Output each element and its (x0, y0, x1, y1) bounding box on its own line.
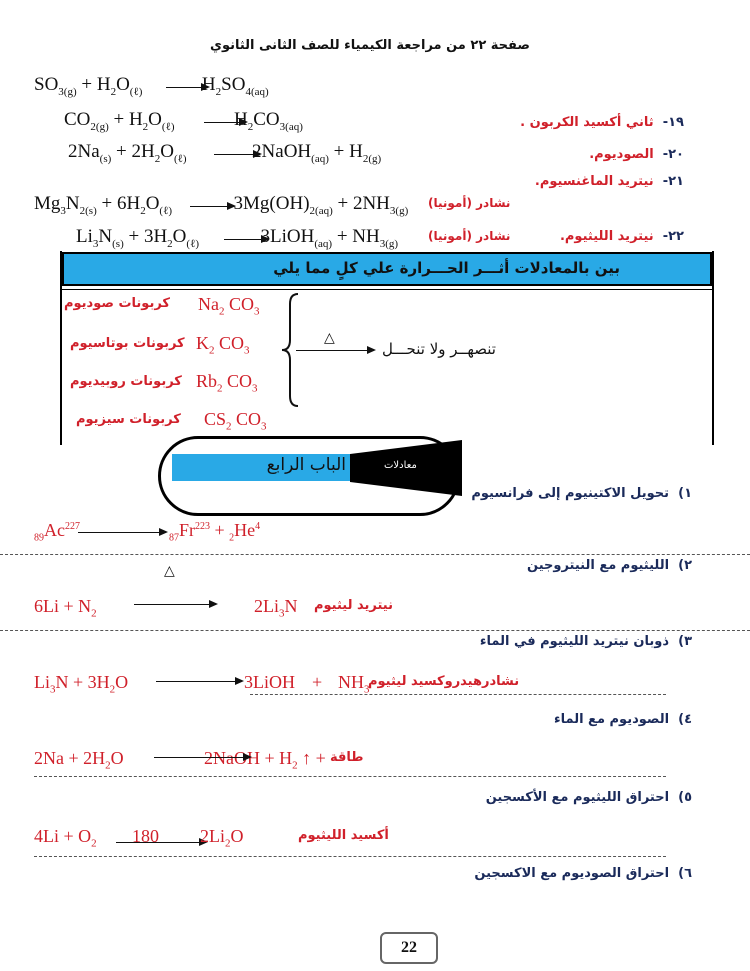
equation-sodium: $2Na_{(s)} + 2H_2O_{(\ell)}$ 2NaOH$_{(aq)}$ + $H_{2(g)}$ (68, 141, 382, 165)
carbonate-name-potassium: كربونات بوتاسيوم (70, 336, 185, 351)
reaction-arrow (78, 532, 166, 533)
section-divider (34, 856, 666, 857)
section-divider (0, 630, 750, 631)
reaction-arrow (166, 87, 208, 88)
item-19: ١٩- ثاني أكسيد الكربون . (520, 115, 684, 130)
answer-3-plus: + (312, 672, 323, 692)
item-22: ٢٢- نيتريد الليثيوم. (559, 229, 684, 244)
answer-5-lhs: $4Li + O_2$ (34, 826, 97, 850)
page-number-box (380, 932, 438, 964)
carbonate-formula-cesium: $CS_2$ $CO_3$ (204, 409, 267, 433)
answer-2-lhs: $6Li + N_2$ (34, 596, 97, 620)
chapter-title: الباب الرابع (266, 455, 346, 475)
question-5: ٥) احتراق الليثيوم مع الأكسجين (485, 790, 692, 805)
question-2: ٢) الليثيوم مع النيتروجين (527, 558, 692, 573)
equation-so3: $SO_{3(g)} + H_2O_{(\ell)}$ $H_2SO_{4(aq)}$ (34, 74, 269, 98)
answer-5-rhs: $2Li_2O$ (200, 826, 244, 850)
carbonate-name-sodium: كربونات صوديوم (64, 296, 170, 311)
carbonate-formula-potassium: $K_2$ $CO_3$ (196, 333, 250, 357)
page-header-title: صفحة ٢٢ من مراجعة الكيمياء للصف الثانى الثانوي (210, 38, 530, 53)
question-1: ١) تحويل الاكتينيوم إلى فرانسيوم (471, 486, 692, 501)
heat-box-title: بين بالمعادلات أثـــر الحـــرارة علي كلٍ مما يلي (273, 259, 620, 277)
equation-magnesium-nitride: $Mg_3N_{2(s)} + 6H_2O_{(\ell)}$ $3Mg(OH)_{2(aq)} + 2NH_{3(g)}$ (34, 193, 409, 217)
carbonate-formula-rubidium: $Rb_2$ $CO_3$ (196, 371, 258, 395)
decomposition-arrow (296, 350, 374, 351)
answer-2-name: نيتريد ليثيوم (314, 598, 393, 613)
reaction-arrow (116, 842, 206, 843)
answer-4-lhs: $2Na + 2H_2O$ (34, 748, 124, 772)
reaction-arrow (154, 757, 250, 758)
question-3: ٣) ذوبان نيتريد الليثيوم في الماء (479, 634, 692, 649)
reaction-arrow (204, 122, 246, 123)
section-divider (34, 776, 666, 777)
answer-3-rhs: 3LiOH (244, 672, 295, 692)
answer-3-lhs: $Li_3N + 3H_2O$ (34, 672, 129, 696)
reaction-arrow (224, 239, 268, 240)
carbonate-name-cesium: كربونات سيزيوم (76, 412, 181, 427)
reaction-arrow (214, 154, 260, 155)
answer-3-ammonia: $NH_3$ (338, 672, 370, 696)
carbonate-formula-sodium: $Na_2$ $CO_3$ (198, 294, 260, 318)
question-4: ٤) الصوديوم مع الماء (553, 712, 692, 727)
item-21: ٢١- نيتريد الماغنسيوم. (534, 174, 684, 189)
heat-box-title-bar (62, 252, 712, 286)
page-number: 22 (401, 939, 417, 956)
answer-1-equation: $_{89}Ac^{227}$ $_{87}Fr^{223} + _2He^4$ (34, 520, 261, 544)
answer-3-name-hydroxide: هيدروكسيد ليثيوم (368, 674, 483, 689)
heat-delta-symbol: △ (324, 330, 335, 346)
reaction-arrow (190, 206, 234, 207)
answer-3-name-ammonia: نشادر (482, 674, 520, 689)
heat-box-divider (60, 289, 714, 290)
section-divider (0, 554, 750, 555)
item-20: ٢٠- الصوديوم. (589, 147, 684, 162)
reaction-arrow (134, 604, 216, 605)
delta-symbol: △ (164, 563, 175, 579)
answer-5-name: أكسيد الليثيوم (298, 828, 389, 843)
ammonia-label-mg: نشادر (أمونيا) (428, 196, 511, 210)
chapter-tag: معادلات (384, 460, 417, 471)
chapter-title-bar (172, 454, 356, 481)
answer-2-rhs: $2Li_3N$ (254, 596, 298, 620)
reaction-arrow (156, 681, 242, 682)
answer-4-energy: طاقة (330, 750, 364, 765)
ammonia-label-li: نشادر (أمونيا) (428, 229, 511, 243)
heat-result-text: تنصهــر ولا تنحـــل (382, 340, 496, 358)
answer-5-temperature: 180 (132, 826, 159, 846)
equation-lithium-nitride: $Li_3N_{(s)} + 3H_2O_{(\ell)}$ 3LiOH$_{(aq)}$ + $NH_{3(g)}$ (76, 226, 399, 250)
question-6: ٦) احتراق الصوديوم مع الاكسجين (474, 866, 692, 881)
equation-co2: $CO_{2(g)} + H_2O_{(\ell)}$ $H_2CO_{3(aq)}$ (64, 109, 303, 133)
section-divider (250, 694, 666, 695)
answer-4-rhs: 2NaOH + $H_2$ ↑ + (204, 748, 326, 772)
carbonate-name-rubidium: كربونات روبيديوم (70, 374, 182, 389)
